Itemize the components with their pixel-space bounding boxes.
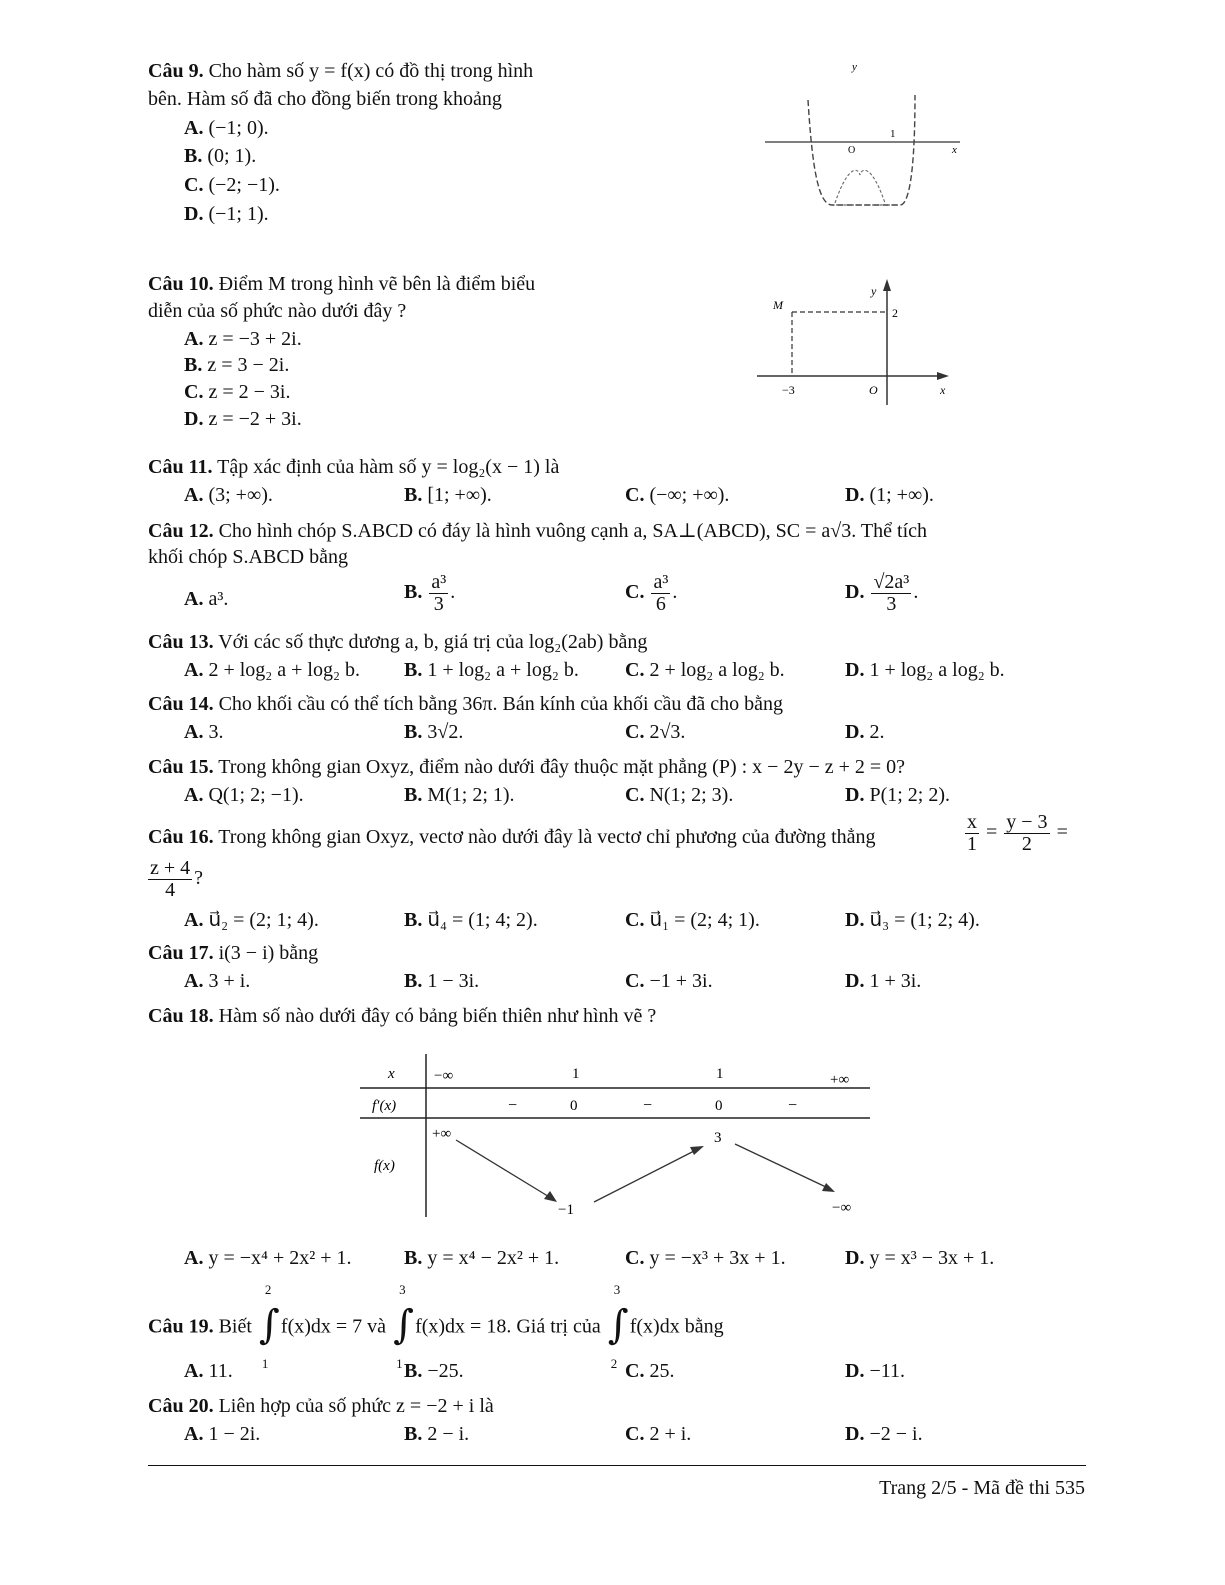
q18-arrowhead-1	[544, 1191, 557, 1202]
q20-text: Liên hợp của số phức z = −2 + i là	[218, 1395, 494, 1417]
q10-option-a[interactable]: A. z = −3 + 2i.	[184, 328, 302, 350]
q10-stem-line2: diễn của số phức nào dưới đây ?	[148, 300, 407, 322]
q13-stem	[148, 631, 647, 654]
q9-tick-1: 1	[890, 128, 896, 140]
q11-stem	[148, 456, 559, 479]
q10-y-label: y	[871, 284, 877, 298]
q12-text1: Cho hình chóp S.ABCD có đáy là hình vuông cạnh a, SA⊥(ABCD), SC = a√3. Thể tích	[218, 520, 927, 542]
q13-option-c[interactable]: C. 2 + log₂ a log₂ b.	[625, 659, 785, 681]
q19-integral-3: ∫ 3 2	[607, 1282, 629, 1371]
q17-option-b[interactable]: B. 1 − 3i.	[404, 970, 480, 992]
q16-option-a[interactable]: A. u⃗₂ = (2; 1; 4).	[184, 909, 319, 931]
q19-option-c[interactable]: C. 25.	[625, 1360, 675, 1382]
q10-y-value: 2	[892, 306, 898, 320]
q19-stem: Câu 19. Biết ∫ 2 1 f(x)dx = 7 và ∫ 3 1 f(x)dx = 18. Giá trị của ∫ 3 2 f(x)dx bằng	[148, 1282, 724, 1371]
q13-label: Câu 13.	[148, 631, 214, 653]
q18-x-val-0: −∞	[434, 1068, 454, 1084]
q10-x-label: x	[940, 383, 946, 397]
q19-biet: Biết	[218, 1315, 252, 1338]
q18-x-val-3: +∞	[830, 1072, 850, 1088]
q20-option-a[interactable]: A. 1 − 2i.	[184, 1423, 261, 1445]
q9-stem-line2: bên. Hàm số đã cho đồng biến trong khoảng	[148, 88, 502, 110]
q18-f-val-2: 3	[714, 1130, 722, 1146]
q10-option-c[interactable]: C. z = 2 − 3i.	[184, 381, 291, 403]
q11-option-b[interactable]: B. [1; +∞).	[404, 484, 492, 506]
q9-option-c[interactable]: C. (−2; −1).	[184, 174, 280, 196]
q11-option-d[interactable]: D. (1; +∞).	[845, 484, 934, 506]
q16-equation-part1: $\frac{x}{1}$ = $\frac{y - 3}{2}$ =	[967, 811, 1068, 855]
q14-option-a[interactable]: A. 3.	[184, 721, 224, 743]
q12-stem-line2: khối chóp S.ABCD bằng	[148, 546, 348, 568]
q9-origin: O	[848, 145, 856, 156]
q10-point-m: M	[773, 298, 783, 312]
q18-fp-val-2: −	[643, 1097, 653, 1114]
q10-text1: Điểm M trong hình vẽ bên là điểm biểu	[218, 273, 536, 295]
q16-option-d[interactable]: D. u⃗₃ = (1; 2; 4).	[845, 909, 980, 931]
q18-fp-val-3: 0	[715, 1098, 723, 1114]
q18-option-a[interactable]: A. y = −x⁴ + 2x² + 1.	[184, 1247, 352, 1269]
q11-option-c[interactable]: C. (−∞; +∞).	[625, 484, 730, 506]
q10-x-arrow	[937, 372, 949, 380]
q19-option-a[interactable]: A. 11.	[184, 1360, 233, 1382]
q12-stem-line1	[148, 518, 927, 543]
q18-option-d[interactable]: D. y = x³ − 3x + 1.	[845, 1247, 995, 1269]
q18-fp-val-0: −	[508, 1097, 518, 1114]
q19-integral-2: ∫ 3 1	[393, 1282, 414, 1371]
q18-f-val-0: +∞	[432, 1126, 452, 1142]
q18-variation-table	[358, 1052, 878, 1222]
q15-option-a[interactable]: A. Q(1; 2; −1).	[184, 784, 304, 806]
q18-row-x: x	[388, 1066, 395, 1082]
q13-option-b[interactable]: B. 1 + log₂ a + log₂ b.	[404, 659, 579, 681]
q10-stem-line1	[148, 273, 535, 296]
q14-label: Câu 14.	[148, 693, 214, 715]
q17-option-a[interactable]: A. 3 + i.	[184, 970, 251, 992]
q18-f-val-1: −1	[558, 1202, 574, 1218]
q17-label: Câu 17.	[148, 942, 214, 964]
q16-option-b[interactable]: B. u⃗₄ = (1; 4; 2).	[404, 909, 538, 931]
q12-option-d[interactable]: D. $\frac{\text{√2a³}}{3}$ .	[845, 571, 919, 615]
q14-option-d[interactable]: D. 2.	[845, 721, 885, 743]
q13-text: Với các số thực dương a, b, giá trị của log₂(2ab) bằng	[218, 631, 648, 653]
q17-option-d[interactable]: D. 1 + 3i.	[845, 970, 922, 992]
q17-option-c[interactable]: C. −1 + 3i.	[625, 970, 713, 992]
q18-fp-val-1: 0	[570, 1098, 578, 1114]
q9-stem-line1	[148, 60, 533, 83]
q20-option-b[interactable]: B. 2 − i.	[404, 1423, 470, 1445]
q13-option-d[interactable]: D. 1 + log₂ a log₂ b.	[845, 659, 1005, 681]
q15-label: Câu 15.	[148, 756, 214, 778]
q15-option-c[interactable]: C. N(1; 2; 3).	[625, 784, 734, 806]
q14-option-c[interactable]: C. 2√3.	[625, 721, 686, 743]
q18-option-b[interactable]: B. y = x⁴ − 2x² + 1.	[404, 1247, 560, 1269]
q20-label: Câu 20.	[148, 1395, 214, 1417]
q16-equation-part2: $\frac{z + 4}{4}$ ?	[150, 857, 204, 901]
q12-option-b[interactable]: B. $\frac{\text{a³}}{3}$ .	[404, 571, 456, 615]
q18-option-c[interactable]: C. y = −x³ + 3x + 1.	[625, 1247, 786, 1269]
q10-origin: O	[869, 383, 878, 397]
q9-option-a[interactable]: A. (−1; 0).	[184, 117, 269, 139]
q9-option-b[interactable]: B. (0; 1).	[184, 145, 257, 167]
q19-option-b[interactable]: B. −25.	[404, 1360, 464, 1382]
q11-label: Câu 11.	[148, 456, 213, 478]
q12-label: Câu 12.	[148, 520, 214, 542]
q10-option-b[interactable]: B. z = 3 − 2i.	[184, 354, 290, 376]
footer-rule	[148, 1465, 1086, 1466]
q14-stem	[148, 693, 783, 716]
q18-text: Hàm số nào dưới đây có bảng biến thiên như hình vẽ ?	[218, 1005, 657, 1027]
q9-label: Câu 9.	[148, 60, 204, 82]
q9-y-label: y	[852, 61, 857, 73]
q15-option-b[interactable]: B. M(1; 2; 1).	[404, 784, 515, 806]
q14-option-b[interactable]: B. 3√2.	[404, 721, 464, 743]
q16-stem-line1	[148, 826, 876, 849]
q11-option-a[interactable]: A. (3; +∞).	[184, 484, 273, 506]
q12-option-a[interactable]: A. a³.	[184, 588, 229, 610]
q18-arrowhead-3	[822, 1183, 835, 1192]
q18-x-val-2: 1	[716, 1066, 724, 1082]
q19-option-d[interactable]: D. −11.	[845, 1360, 905, 1382]
q20-option-d[interactable]: D. −2 − i.	[845, 1423, 923, 1445]
q19-integral-1: ∫ 2 1	[258, 1282, 280, 1371]
q9-x-label: x	[952, 144, 957, 156]
q9-option-d[interactable]: D. (−1; 1).	[184, 203, 269, 225]
q19-label: Câu 19.	[148, 1315, 214, 1338]
q18-row-f: f(x)	[374, 1158, 395, 1174]
q16-text: Trong không gian Oxyz, vectơ nào dưới đây là vectơ chỉ phương của đường thẳng	[218, 826, 876, 848]
q18-stem	[148, 1005, 656, 1028]
q18-arrow-down-2	[735, 1144, 828, 1188]
q11-text: Tập xác định của hàm số y = log₂(x − 1) là	[217, 456, 560, 478]
q20-option-c[interactable]: C. 2 + i.	[625, 1423, 692, 1445]
q17-text: i(3 − i) bằng	[218, 942, 319, 964]
q9-text1: Cho hàm số y = f(x) có đồ thị trong hình	[208, 60, 534, 82]
q18-label: Câu 18.	[148, 1005, 214, 1027]
q9-curve-inner	[835, 170, 885, 203]
q14-text: Cho khối cầu có thể tích bằng 36π. Bán kính của khối cầu đã cho bằng	[218, 693, 783, 715]
q18-arrowhead-2	[690, 1146, 704, 1155]
q18-x-val-1: 1	[572, 1066, 580, 1082]
q13-option-a[interactable]: A. 2 + log₂ a + log₂ b.	[184, 659, 360, 681]
page-footer: Trang 2/5 - Mã đề thi 535	[879, 1477, 1085, 1499]
q12-option-c[interactable]: C. $\frac{\text{a³}}{6}$ .	[625, 571, 678, 615]
q15-option-d[interactable]: D. P(1; 2; 2).	[845, 784, 951, 806]
q17-stem	[148, 942, 318, 965]
q10-option-d[interactable]: D. z = −2 + 3i.	[184, 408, 302, 430]
q18-f-val-3: −∞	[832, 1200, 852, 1216]
q18-arrow-down-1	[456, 1140, 551, 1198]
q9-curve-outer	[808, 95, 915, 205]
q20-stem	[148, 1395, 494, 1418]
q18-row-fp: f′(x)	[372, 1098, 397, 1114]
q18-arrow-up	[594, 1149, 698, 1202]
q15-stem	[148, 756, 905, 779]
q16-label: Câu 16.	[148, 826, 214, 848]
q10-label: Câu 10.	[148, 273, 214, 295]
q10-complex-plane-figure	[755, 275, 955, 415]
q10-x-value: −3	[782, 383, 795, 397]
q16-option-c[interactable]: C. u⃗₁ = (2; 4; 1).	[625, 909, 760, 931]
q10-y-arrow	[883, 279, 891, 291]
q18-fp-val-4: −	[788, 1097, 798, 1114]
q15-text: Trong không gian Oxyz, điểm nào dưới đây thuộc mặt phẳng (P) : x − 2y − z + 2 = 0?	[218, 756, 906, 778]
q9-graph-figure	[760, 55, 970, 220]
